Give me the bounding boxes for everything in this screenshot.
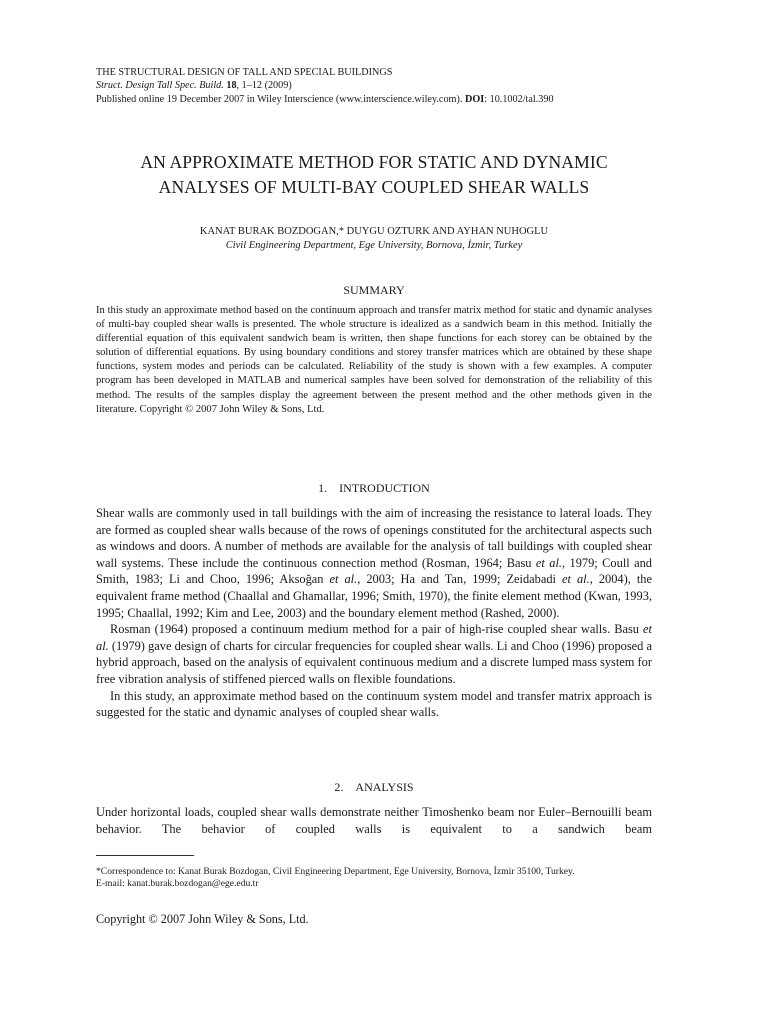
text-run: Shear walls are commonly used in tall buildings with the aim of increasing the resistance to lateral loads. They are formed as coupled shear walls because of the rows of openings constituted for the architectural aspects such as windows and doors. A number of methods are available for the analysis of tall buildings with coupled shear wall systems. These include the continuous connection method (Rosman, 1964; Basu xyxy=(96,506,652,570)
analysis-body xyxy=(96,804,652,837)
intro-paragraph-3: In this study, an approximate method based on the continuum system model and transfer matrix approach is suggested for the static and dynamic analyses of coupled shear walls. xyxy=(96,688,652,720)
analysis-paragraph-1: Under horizontal loads, coupled shear walls demonstrate neither Timoshenko beam nor Euler–Bernouilli beam behavior. The behavior of coupled walls is equivalent to a sandwich beam xyxy=(96,805,652,836)
author-names: KANAT BURAK BOZDOGAN,* DUYGU OZTURK AND AYHAN NUHOGLU xyxy=(199,226,549,237)
intro-paragraph-2 xyxy=(96,621,652,687)
text-run-italic: et al. xyxy=(535,555,563,570)
analysis-heading: 2. ANALYSIS xyxy=(334,780,414,794)
paper-title xyxy=(96,150,652,200)
footnote-line-1: *Correspondence to: Kanat Burak Bozdogan, Civil Engineering Department, Ege University, Bornova, İzmir 35100, Turkey. xyxy=(96,866,575,877)
doi-value: : 10.1002/tal.390 xyxy=(484,93,554,105)
text-run: , 1979; Coull and Smith, 1983; Li and Choo, 1996; Aksoğan xyxy=(96,555,653,587)
text-run-italic: et al. xyxy=(329,572,358,587)
summary-heading: SUMMARY xyxy=(343,283,405,297)
published-text: Published online 19 December 2007 in Wiley Interscience (www.interscience.wiley.com). xyxy=(96,93,465,105)
doi-label: DOI xyxy=(464,93,485,105)
title-line-2: ANALYSES OF MULTI-BAY COUPLED SHEAR WALLS xyxy=(158,177,590,197)
author-block xyxy=(96,225,652,253)
citation-volume: 18 xyxy=(226,80,237,92)
text-run: (1979) gave design of charts for circular frequencies for coupled shear walls. Li and Choo (1996) proposed a hybrid approach, based on the analysis of equivalent continuous medium and a discrete lumped mass system for free vibration analysis of stiffened pierced walls on flexible foundations. xyxy=(96,638,652,686)
text-run-italic: et al. xyxy=(562,572,590,587)
journal-name: THE STRUCTURAL DESIGN OF TALL AND SPECIAL BUILDINGS xyxy=(96,67,393,78)
text-run: , 2003; Ha and Tan, 1999; Zeidabadi xyxy=(357,572,563,587)
title-line-1: AN APPROXIMATE METHOD FOR STATIC AND DYNAMIC xyxy=(140,152,608,172)
intro-paragraph-1 xyxy=(96,505,652,621)
introduction-heading: 1. INTRODUCTION xyxy=(318,481,430,495)
page-copyright: Copyright © 2007 John Wiley & Sons, Ltd. xyxy=(96,912,309,926)
text-run: , 2004), the equivalent frame method (Chaallal and Ghamallar, 1996; Smith, 1970), the finite element method (Kwan, 1993, 1995; Chaallal, 1992; Kim and Lee, 2003) and the boundary element method (Rashed, 2000). xyxy=(96,572,652,620)
correspondence-footnote xyxy=(96,866,652,891)
introduction-body xyxy=(96,505,652,721)
footnote-divider xyxy=(96,855,194,856)
footnote-email: E-mail: kanat.burak.bozdogan@ege.edu.tr xyxy=(96,878,259,890)
author-affiliation: Civil Engineering Department, Ege University, Bornova, İzmir, Turkey xyxy=(225,240,523,251)
citation-journal: Struct. Design Tall Spec. Build. xyxy=(96,80,224,92)
publication-line xyxy=(96,93,554,106)
text-run: Rosman (1964) proposed a continuum medium method for a pair of high-rise coupled shear walls. Basu xyxy=(110,622,644,637)
journal-citation xyxy=(96,79,554,92)
text-run-italic: et al. xyxy=(96,622,652,653)
journal-header xyxy=(96,66,554,106)
summary-text: In this study an approximate method based on the continuum approach and transfer matrix method for static and dynamic analyses of multi-bay coupled shear walls is presented. The whole structure is idealized as a sandwich beam in this method. Initially the differential equation of this equivalent sandwich beam is written, then shape functions for each storey can be obtained by the solution of differential equations. By using boundary conditions and storey transfer matrices which are obtained by these shape functions, system modes and periods can be calculated. Reliability of the study is shown with a few examples. A computer program has been developed in MATLAB and numerical samples have been solved for demonstration of the reliability of this method. The results of the samples display the agreement between the present method and the other methods given in the literature. Copyright © 2007 John Wiley & Sons, Ltd. xyxy=(96,305,652,415)
citation-pages: , 1–12 (2009) xyxy=(236,80,292,92)
